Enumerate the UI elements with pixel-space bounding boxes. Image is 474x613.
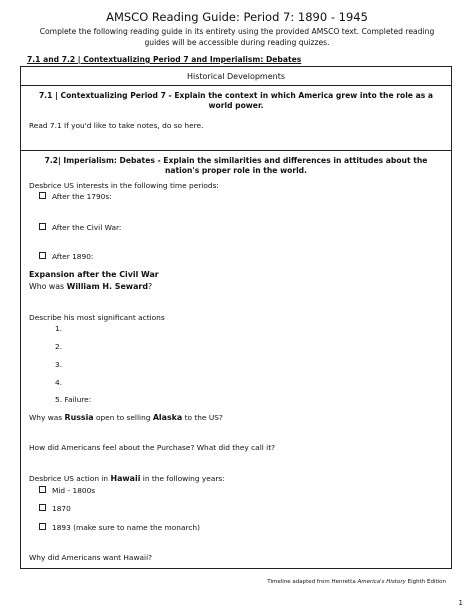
page-number: 1 — [458, 599, 463, 607]
checkbox-icon — [39, 504, 46, 511]
purchase-question: How did Americans feel about the Purchase? What did they call it? — [29, 443, 276, 452]
footer-credit: Timeline adapted from Henretta America's History Eighth Edition — [267, 579, 446, 585]
action-item: 3. — [55, 360, 63, 369]
section-7-1-heading: 7.1 | Contextualizing Period 7 - Explain the context in which America grew into the role as a world power. — [38, 91, 434, 110]
checkbox-icon — [39, 523, 46, 530]
hawaii-year-item: 1870 — [39, 504, 71, 513]
page-title: AMSCO Reading Guide: Period 7: 1890 - 1945 — [106, 10, 368, 24]
action-item: 4. — [55, 378, 63, 387]
action-item: 5. Failure: — [55, 395, 92, 404]
russia-question: Why was Russia open to selling Alaska to the US? — [29, 413, 223, 422]
reading-guide-table — [20, 66, 452, 569]
section-7-1 — [21, 86, 451, 151]
seward-question: Who was William H. Seward? — [29, 282, 153, 291]
section-heading: 7.1 and 7.2 | Contextualizing Period 7 and Imperialism: Debates — [27, 55, 302, 64]
expansion-heading: Expansion after the Civil War — [29, 270, 159, 279]
periods-prompt: Desbrice US interests in the following time periods: — [29, 181, 219, 190]
checkbox-icon — [39, 486, 46, 493]
section-7-2 — [21, 151, 451, 568]
section-7-2-heading: 7.2| Imperialism: Debates - Explain the similarities and differences in attitudes about the nation's proper role in the world. — [44, 156, 428, 175]
hawaii-prompt: Desbrice US action in Hawaii in the following years: — [29, 474, 225, 483]
intro-text: Complete the following reading guide in its entirety using the provided AMSCO text. Completed reading guides will be accessible during reading quizzes. — [39, 27, 435, 47]
checkbox-icon — [39, 192, 46, 199]
hawaii-year-item: 1893 (make sure to name the monarch) — [39, 523, 200, 532]
table-header: Historical Developments — [21, 67, 451, 86]
checkbox-icon — [39, 223, 46, 230]
hawaii-why-question: Why did Americans want Hawaii? — [29, 553, 153, 562]
period-item: After the Civil War: — [39, 223, 121, 232]
period-item: After the 1790s: — [39, 192, 112, 201]
hawaii-year-item: Mid - 1800s — [39, 486, 95, 495]
actions-prompt: Describe his most significant actions — [29, 313, 165, 322]
section-7-1-note: Read 7.1 If you'd like to take notes, do so here. — [29, 121, 204, 130]
checkbox-icon — [39, 252, 46, 259]
action-item: 1. — [55, 324, 63, 333]
period-item: After 1890: — [39, 252, 93, 261]
action-item: 2. — [55, 342, 63, 351]
